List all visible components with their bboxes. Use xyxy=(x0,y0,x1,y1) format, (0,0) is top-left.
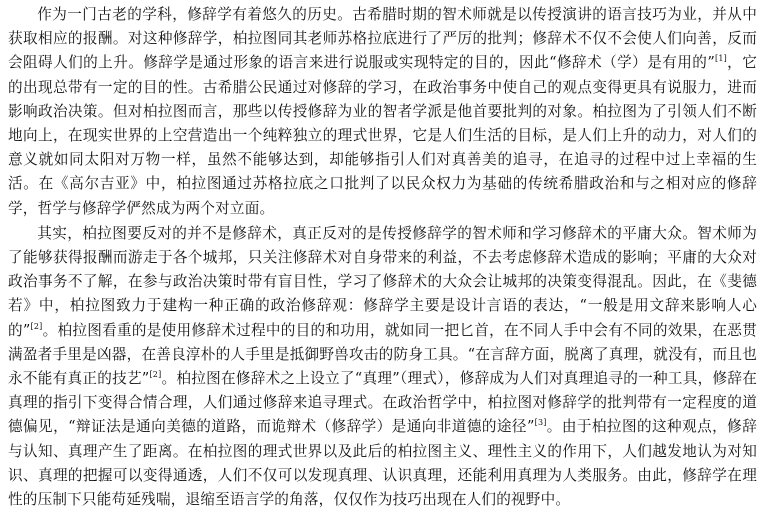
citation-ref-3: [3] xyxy=(534,418,547,428)
paragraph-2-text-d: 。由于柏拉图的这种观点，修辞与认知、真理产生了距离。在柏拉图的理式世界以及此后的柏拉图主义、理性主义的作用下，人们越发地认为对知识、真理的把握可以变得通透，人们不仅可以发现真理、认识真理，还能利用真理为人类服务。由此，修辞学在理性的压制下只能苟延残喘，退缩至语言学的角落，仅仅作为技巧出现在人们的视野中。 xyxy=(8,418,757,509)
citation-ref-1: [1] xyxy=(715,54,727,64)
paragraph-1-text-a: 作为一门古老的学科，修辞学有着悠久的历史。古希腊时期的智术师就是以传授演讲的语言技巧为业，并从中获取相应的报酬。对这种修辞学，柏拉图同其老师苏格拉底进行了严厉的批判；修辞术不仅不会使人们向善，反而会阻碍人们的上升。修辞学是通过形象的语言来进行说服或实现特定的目的，因此“修辞术（学）是有用的” xyxy=(8,6,757,72)
paragraph-2 xyxy=(8,222,757,512)
paragraph-2-text-b: 。柏拉图看重的是使用修辞术过程中的目的和功用，就如同一把匕首，在不同人手中会有不同的效果，在恶贯满盈者手里是凶器，在善良淳朴的人手里是抵御野兽攻击的防身工具。“在言辞方面，脱离了真理，就没有，而且也永不能有真正的技艺” xyxy=(8,321,757,388)
paragraph-2-text-a: 其实，柏拉图要反对的并不是修辞术，真正反对的是传授修辞学的智术师和学习修辞术的平庸大众。智术师为了能够获得报酬而游走于各个城邦，只关注修辞术对自身带来的利益，不去考虑修辞术造成的影响；平庸的大众对政治事务不了解，在参与政治决策时带有盲目性，学习了修辞术的大众会让城邦的决策变得混乱。因此，在《斐德若》中，柏拉图致力于建构一种正确的政治修辞观：修辞学主要是设计言语的表达，“一般是用文辞来影响人心的” xyxy=(8,224,757,339)
citation-ref-2a: [2] xyxy=(30,321,43,331)
citation-ref-2b: [2] xyxy=(149,370,162,380)
paragraph-1-text-b: ，它的出现总带有一定的目的性。古希腊公民通过对修辞的学习，在政治事务中使自己的观点变得更具有说服力，进而影响政治决策。但对柏拉图而言，那些以传授修辞为业的智者学派是他首要批判的对象。柏拉图为了引领人们不断地向上，在现实世界的上空营造出一个纯粹独立的理式世界，它是人们生活的目标，是人们上升的动力，对人们的意义就如同太阳对万物一样，虽然不能够达到，却能够指引人们对真善美的追寻，在追寻的过程中过上幸福的生活。在《高尔吉亚》中，柏拉图通过苏格拉底之口批判了以民众权力为基础的传统希腊政治和与之相对应的修辞学，哲学与修辞学俨然成为两个对立面。 xyxy=(8,54,757,217)
paragraph-1 xyxy=(8,3,757,221)
paragraph-2-text-c: 。柏拉图在修辞术之上设立了“真理”（理式），修辞成为人们对真理追寻的一种工具，修辞在真理的指引下变得合情合理，人们通过修辞来追寻理式。在政治哲学中，柏拉图对修辞学的批判带有一定程度的道德偏见，“辩证法是通向美德的道路，而诡辩术（修辞学）是通向非道德的途径” xyxy=(8,370,757,436)
